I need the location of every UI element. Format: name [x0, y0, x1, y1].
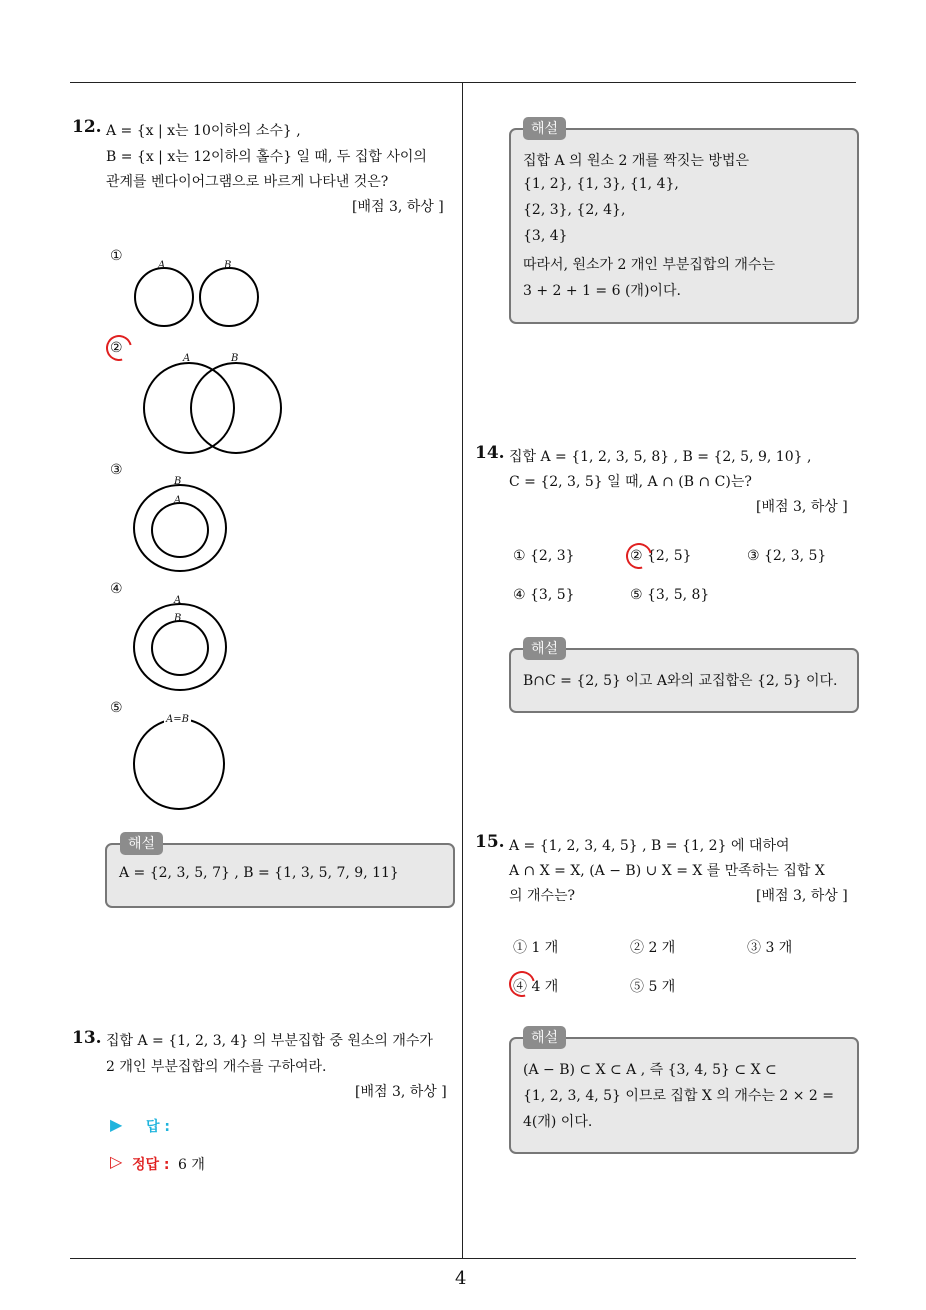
q15-option-1[interactable]: ① 1 개 [513, 940, 559, 956]
q12-explanation-tag: 해설 [120, 832, 163, 855]
q12-line3: 관계를 벤다이어그램으로 바르게 나타낸 것은? [106, 174, 389, 190]
q14-line1: 집합 A = {1, 2, 3, 5, 8} , B = {2, 5, 9, 10} , [509, 449, 812, 465]
venn-label: B [231, 353, 239, 364]
q15-option-3[interactable]: ③ 3 개 [747, 940, 793, 956]
q13-explanation-line: {1, 2}, {1, 3}, {1, 4}, [523, 176, 679, 192]
q15-explanation-line: 4(개) 이다. [523, 1114, 593, 1130]
q13-line1: 집합 A = {1, 2, 3, 4} 의 부분집합 중 원소의 개수가 [106, 1033, 433, 1049]
q13-explanation-line: 3 + 2 + 1 = 6 (개)이다. [523, 283, 681, 299]
answer-arrow-icon: ▶ [110, 1115, 123, 1134]
q13-number: 13. [72, 1028, 102, 1048]
q14-option-2[interactable]: ② {2, 5} [630, 548, 692, 564]
q13-correct-label: 정답 : [132, 1157, 170, 1173]
q15-line3: 의 개수는? [509, 888, 576, 904]
venn-label: B [174, 613, 182, 624]
correct-arrow-icon: ▷ [110, 1152, 123, 1171]
q12-number: 12. [72, 117, 102, 137]
venn-label: B [174, 476, 182, 487]
venn-label: A [174, 495, 182, 506]
q15-explanation-line: (A − B) ⊂ X ⊂ A , 즉 {3, 4, 5} ⊂ X ⊂ [523, 1062, 777, 1078]
bottom-rule [70, 1258, 856, 1259]
q15-line1: A = {1, 2, 3, 4, 5} , B = {1, 2} 에 대하여 [509, 838, 790, 854]
venn-circle-a [134, 267, 194, 327]
q15-option-2[interactable]: ② 2 개 [630, 940, 676, 956]
q15-explanation-tag: 해설 [523, 1026, 566, 1049]
selected-answer-mark [621, 538, 657, 574]
q12-explanation-text: A = {2, 3, 5, 7} , B = {1, 3, 5, 7, 9, 11} [119, 865, 399, 881]
q12-option-4-marker[interactable]: ④ [110, 581, 123, 597]
q12-line1: A = {x | x는 10이하의 소수} , [106, 123, 301, 139]
q14-option-4[interactable]: ④ {3, 5} [513, 587, 575, 603]
q14-number: 14. [475, 443, 505, 463]
q14-option-3[interactable]: ③ {2, 3, 5} [747, 548, 827, 564]
q13-answer-label: 답 : [146, 1119, 170, 1135]
selected-answer-mark [504, 966, 540, 1002]
q12-option-5-marker[interactable]: ⑤ [110, 700, 123, 716]
venn-circle-a-equals-b [133, 718, 225, 810]
q12-score: [배점 3, 하상 ] [352, 199, 444, 215]
venn-label: A [183, 353, 191, 364]
venn-circle-b [199, 267, 259, 327]
q14-explanation-tag: 해설 [523, 637, 566, 660]
q14-line2: C = {2, 3, 5} 일 때, A ∩ (B ∩ C)는? [509, 474, 752, 490]
selected-answer-mark [101, 330, 137, 366]
q15-number: 15. [475, 832, 505, 852]
q12-line2: B = {x | x는 12이하의 홀수} 일 때, 두 집합 사이의 [106, 149, 427, 165]
q12-option-1-marker[interactable]: ① [110, 248, 123, 264]
q14-option-5[interactable]: ⑤ {3, 5, 8} [630, 587, 710, 603]
q13-score: [배점 3, 하상 ] [355, 1084, 447, 1100]
q15-score: [배점 3, 하상 ] [756, 888, 848, 904]
venn-label: A [174, 595, 182, 606]
q13-line2: 2 개인 부분집합의 개수를 구하여라. [106, 1059, 327, 1075]
q13-explanation-line: 따라서, 원소가 2 개인 부분집합의 개수는 [523, 257, 775, 273]
top-rule [70, 82, 856, 83]
q15-option-5[interactable]: ⑤ 5 개 [630, 979, 676, 995]
venn-label: A=B [166, 714, 189, 725]
q14-option-1[interactable]: ① {2, 3} [513, 548, 575, 564]
q15-option-4[interactable]: ④ 4 개 [513, 979, 559, 995]
q12-option-2-marker[interactable]: ② [110, 340, 123, 356]
q15-line2: A ∩ X = X, (A − B) ∪ X = X 를 만족하는 집합 X [509, 863, 825, 879]
q14-score: [배점 3, 하상 ] [756, 499, 848, 515]
q12-option-3-marker[interactable]: ③ [110, 462, 123, 478]
q13-explanation-line: 집합 A 의 원소 2 개를 짝짓는 방법은 [523, 153, 749, 169]
q13-correct-value: 6 개 [178, 1157, 205, 1173]
column-divider [462, 83, 463, 1258]
venn-circle-b [190, 362, 282, 454]
q13-explanation-line: {3, 4} [523, 228, 568, 244]
q15-explanation-line: {1, 2, 3, 4, 5} 이므로 집합 X 의 개수는 2 × 2 = [523, 1088, 834, 1104]
q14-explanation-text: B∩C = {2, 5} 이고 A와의 교집합은 {2, 5} 이다. [523, 673, 838, 689]
page-number: 4 [455, 1268, 467, 1289]
venn-label: B [224, 260, 232, 271]
q13-explanation-tag: 해설 [523, 117, 566, 140]
venn-circle-a-inner [151, 502, 209, 558]
venn-circle-b-inner [151, 620, 209, 676]
venn-label: A [158, 260, 166, 271]
q13-explanation-line: {2, 3}, {2, 4}, [523, 202, 626, 218]
